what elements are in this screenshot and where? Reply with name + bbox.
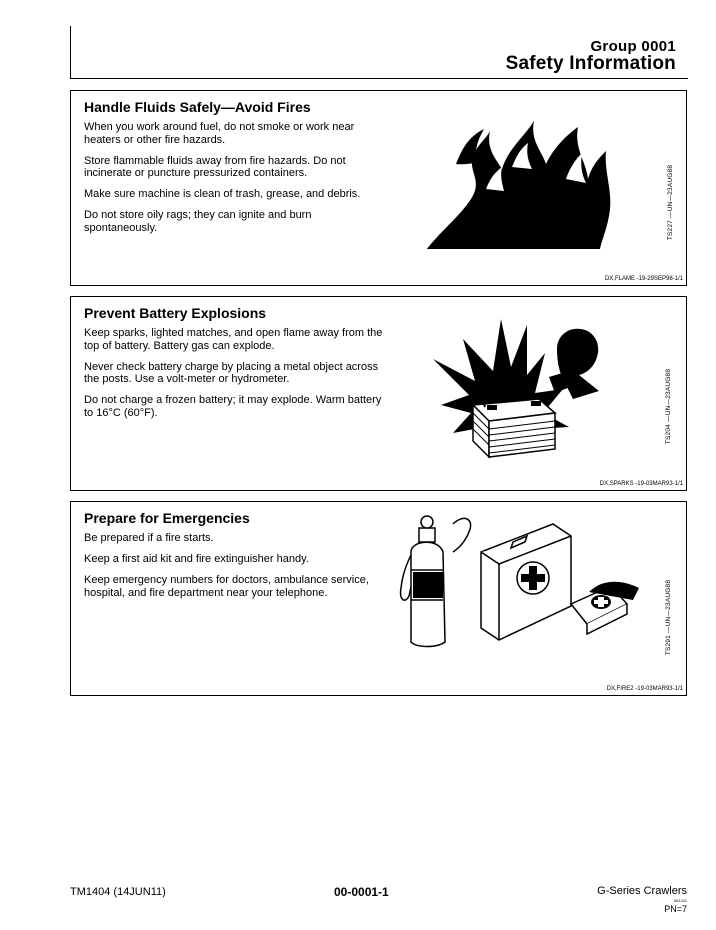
section-body bbox=[84, 327, 384, 428]
battery-explosion-illustration bbox=[423, 309, 613, 461]
page-number: 00-0001-1 bbox=[334, 885, 389, 899]
paragraph: Keep sparks, lighted matches, and open flame away from the top of battery. Battery gas can explode. bbox=[84, 327, 383, 352]
image-code: TS227 —UN—23AUG88 bbox=[666, 164, 674, 241]
page-title: Safety Information bbox=[505, 53, 676, 74]
paragraph: Make sure machine is clean of trash, grease, and debris. bbox=[84, 188, 361, 200]
section-title: Handle Fluids Safely—Avoid Fires bbox=[84, 99, 311, 115]
extinguisher-first-aid-illustration bbox=[393, 508, 648, 656]
paragraph: Do not charge a frozen battery; it may explode. Warm battery to 16°C (60°F). bbox=[84, 394, 382, 419]
product-series: G-Series Crawlers bbox=[597, 885, 687, 897]
manual-number: TM1404 (14JUN11) bbox=[70, 886, 166, 898]
section-body bbox=[84, 532, 384, 608]
section-title: Prepare for Emergencies bbox=[84, 510, 250, 526]
pn-number: PN=7 bbox=[664, 904, 687, 914]
section-emergencies bbox=[70, 501, 687, 696]
small-code: 061411 bbox=[673, 898, 687, 903]
section-title: Prevent Battery Explosions bbox=[84, 305, 267, 321]
paragraph: Be prepared if a fire starts. bbox=[84, 532, 214, 544]
paragraph: Keep emergency numbers for doctors, ambulance service, hospital, and fire department near your telephone. bbox=[84, 574, 369, 599]
image-code: TS291 —UN—23AUG88 bbox=[664, 579, 672, 656]
reference-code: DX,SPARKS -19-03MAR93-1/1 bbox=[599, 481, 683, 487]
section-battery-explosions bbox=[70, 296, 687, 491]
paragraph: Store flammable fluids away from fire hazards. Do not incinerate or puncture pressurized containers. bbox=[84, 154, 346, 179]
group-number: Group 0001 bbox=[590, 38, 676, 55]
page-header bbox=[70, 26, 688, 79]
section-body bbox=[84, 121, 384, 243]
section-fluids-fires bbox=[70, 90, 687, 286]
paragraph: Keep a first aid kit and fire extinguisher handy. bbox=[84, 553, 309, 565]
reference-code: DX,FIRE2 -19-03MAR93-1/1 bbox=[606, 686, 683, 692]
flame-illustration bbox=[416, 109, 636, 249]
paragraph: Do not store oily rags; they can ignite and burn spontaneously. bbox=[84, 209, 312, 234]
paragraph: Never check battery charge by placing a metal object across the posts. Use a volt-meter or hydrometer. bbox=[84, 360, 379, 385]
reference-code: DX,FLAME -19-29SEP98-1/1 bbox=[604, 276, 683, 282]
image-code: TS204 —UN—23AUG88 bbox=[664, 368, 672, 445]
paragraph: When you work around fuel, do not smoke or work near heaters or other fire hazards. bbox=[84, 121, 355, 146]
